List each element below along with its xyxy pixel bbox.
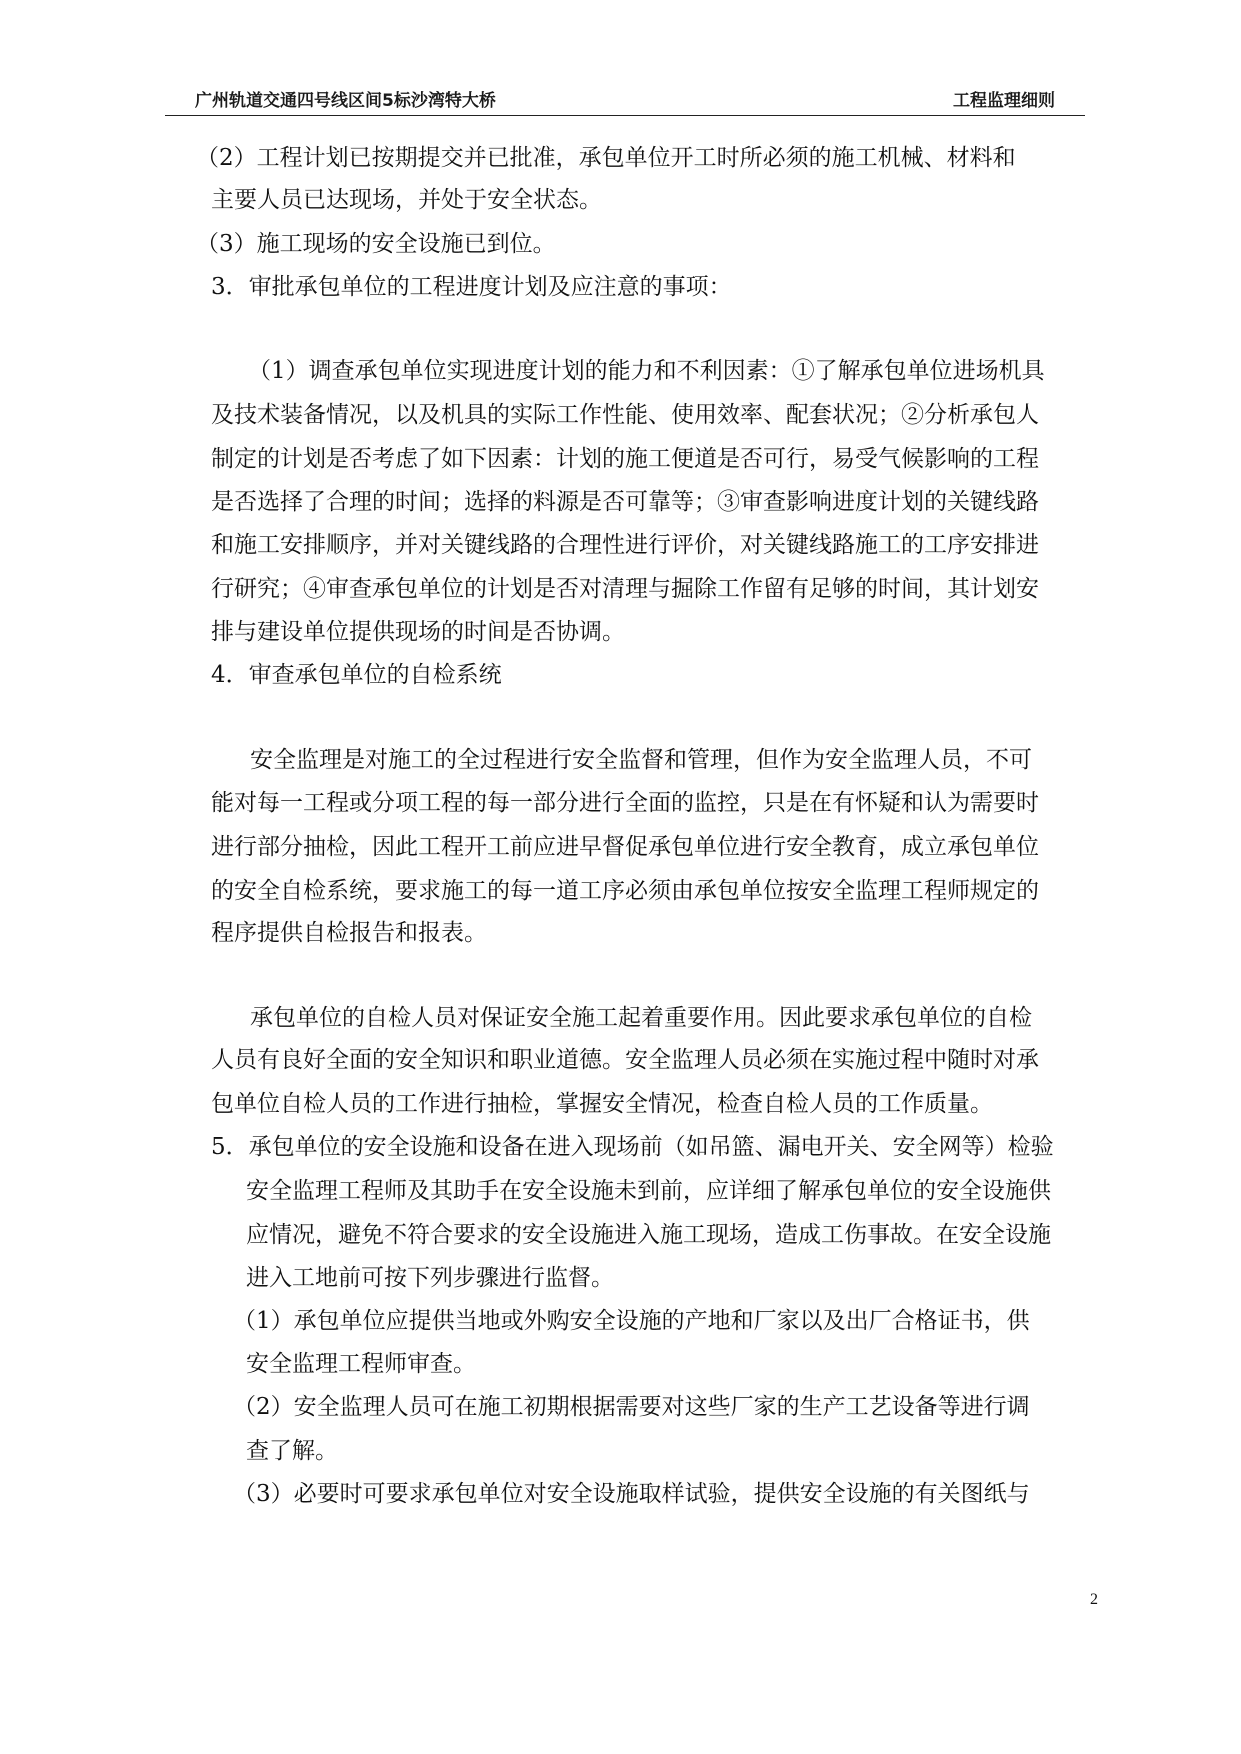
text-line: 包单位自检人员的工作进行抽检，掌握安全情况，检查自检人员的工作质量。 xyxy=(211,1091,993,1117)
text-line: （3）施工现场的安全设施已到位。 xyxy=(196,231,556,257)
text-line: 4．审查承包单位的自检系统 xyxy=(211,662,502,688)
text-line: 是否选择了合理的时间；选择的料源是否可靠等；③审查影响进度计划的关键线路 xyxy=(211,489,1039,515)
text-line: 程序提供自检报告和报表。 xyxy=(211,920,487,946)
text-line: 安全监理是对施工的全过程进行安全监督和管理，但作为安全监理人员，不可 xyxy=(250,747,1032,773)
text-line: 制定的计划是否考虑了如下因素：计划的施工便道是否可行，易受气候影响的工程 xyxy=(211,446,1039,472)
text-line: 进行部分抽检，因此工程开工前应进早督促承包单位进行安全教育，成立承包单位 xyxy=(211,834,1039,860)
text-line: 3．审批承包单位的工程进度计划及应注意的事项： xyxy=(211,274,732,300)
page-header xyxy=(165,86,1085,112)
text-line: 主要人员已达现场，并处于安全状态。 xyxy=(211,187,602,213)
text-line: 进入工地前可按下列步骤进行监督。 xyxy=(246,1265,614,1291)
text-line: 承包单位的自检人员对保证安全施工起着重要作用。因此要求承包单位的自检 xyxy=(250,1005,1032,1031)
text-line: 能对每一工程或分项工程的每一部分进行全面的监控，只是在有怀疑和认为需要时 xyxy=(211,790,1039,816)
text-line: 安全监理工程师审查。 xyxy=(246,1351,476,1377)
text-line: 和施工安排顺序，并对关键线路的合理性进行评价，对关键线路施工的工序安排进 xyxy=(211,532,1039,558)
text-line: 5．承包单位的安全设施和设备在进入现场前（如吊篮、漏电开关、安全网等）检验 xyxy=(211,1134,1054,1160)
text-line: （3）必要时可要求承包单位对安全设施取样试验，提供安全设施的有关图纸与 xyxy=(233,1481,1030,1507)
text-line: 及技术装备情况，以及机具的实际工作性能、使用效率、配套状况；②分析承包人 xyxy=(211,402,1039,428)
text-line: （1）调查承包单位实现进度计划的能力和不利因素：①了解承包单位进场机具 xyxy=(248,358,1045,384)
text-line: 安全监理工程师及其助手在安全设施未到前，应详细了解承包单位的安全设施供 xyxy=(246,1178,1051,1204)
text-line: 人员有良好全面的安全知识和职业道德。安全监理人员必须在实施过程中随时对承 xyxy=(211,1047,1039,1073)
text-line: 行研究；④审查承包单位的计划是否对清理与掘除工作留有足够的时间，其计划安 xyxy=(211,576,1039,602)
text-line: （2）工程计划已按期提交并已批准，承包单位开工时所必须的施工机械、材料和 xyxy=(196,145,1016,171)
header-divider xyxy=(165,115,1085,116)
text-line: 查了解。 xyxy=(246,1438,338,1464)
text-line: 的安全自检系统，要求施工的每一道工序必须由承包单位按安全监理工程师规定的 xyxy=(211,878,1039,904)
text-line: 排与建设单位提供现场的时间是否协调。 xyxy=(211,619,625,645)
text-line: 应情况，避免不符合要求的安全设施进入施工现场，造成工伤事故。在安全设施 xyxy=(246,1222,1051,1248)
text-line: （2）安全监理人员可在施工初期根据需要对这些厂家的生产工艺设备等进行调 xyxy=(233,1394,1030,1420)
header-project-title: 广州轨道交通四号线区间5标沙湾特大桥 xyxy=(195,91,496,111)
page-number: 2 xyxy=(1090,1591,1098,1608)
header-document-type: 工程监理细则 xyxy=(953,91,1055,111)
text-line: （1）承包单位应提供当地或外购安全设施的产地和厂家以及出厂合格证书，供 xyxy=(233,1308,1030,1334)
